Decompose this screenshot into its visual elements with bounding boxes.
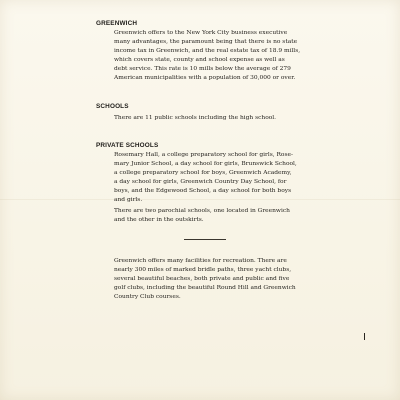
text-line: a day school for girls, Greenwich Country Day School, for [114,179,287,185]
schools-heading: SCHOOLS [96,103,129,110]
margin-mark [364,333,365,340]
text-line: golf clubs, including the beautiful Round Hill and Greenwich [114,285,296,291]
text-line: which covers state, county and school expense as well as [114,57,285,63]
text-line: Greenwich offers to the New York City business executive [114,30,288,36]
text-line: boys, and the Edgewood School, a day school for both boys [114,188,292,194]
private-schools-heading: PRIVATE SCHOOLS [96,142,159,149]
text-line: American municipalities with a population of 30,000 or over. [114,75,296,81]
text-line: many advantages, the paramount being that there is no state [114,39,298,45]
text-line: Greenwich offers many facilities for recreation. There are [114,258,287,264]
recreation-paragraph [114,257,318,302]
text-line: mary Junior School, a day school for girls, Brunswick School, [114,161,297,167]
text-line: There are 11 public schools including the high school. [114,115,277,121]
text-line: There are two parochial schools, one located in Greenwich [114,208,290,214]
greenwich-heading: GREENWICH [96,20,138,27]
text-line: and the other in the outskirts. [114,217,204,223]
schools-paragraph [114,114,318,123]
text-line: debt service. This rate is 10 mills below the average of 279 [114,66,291,72]
section-divider [184,239,226,240]
text-line: nearly 300 miles of marked bridle paths, three yacht clubs, [114,267,292,273]
private-schools-paragraph-2 [114,207,318,225]
text-line: a college preparatory school for boys, Greenwich Academy, [114,170,292,176]
private-schools-paragraph-1 [114,151,318,205]
text-line: income tax in Greenwich, and the real estate tax of 18.9 mills, [114,48,301,54]
text-line: Country Club courses. [114,294,181,300]
text-line: several beautiful beaches, both private and public and five [114,276,290,282]
text-line: Rosemary Hall, a college preparatory school for girls, Rose- [114,152,293,158]
text-line: and girls. [114,197,143,203]
greenwich-paragraph [114,29,318,83]
